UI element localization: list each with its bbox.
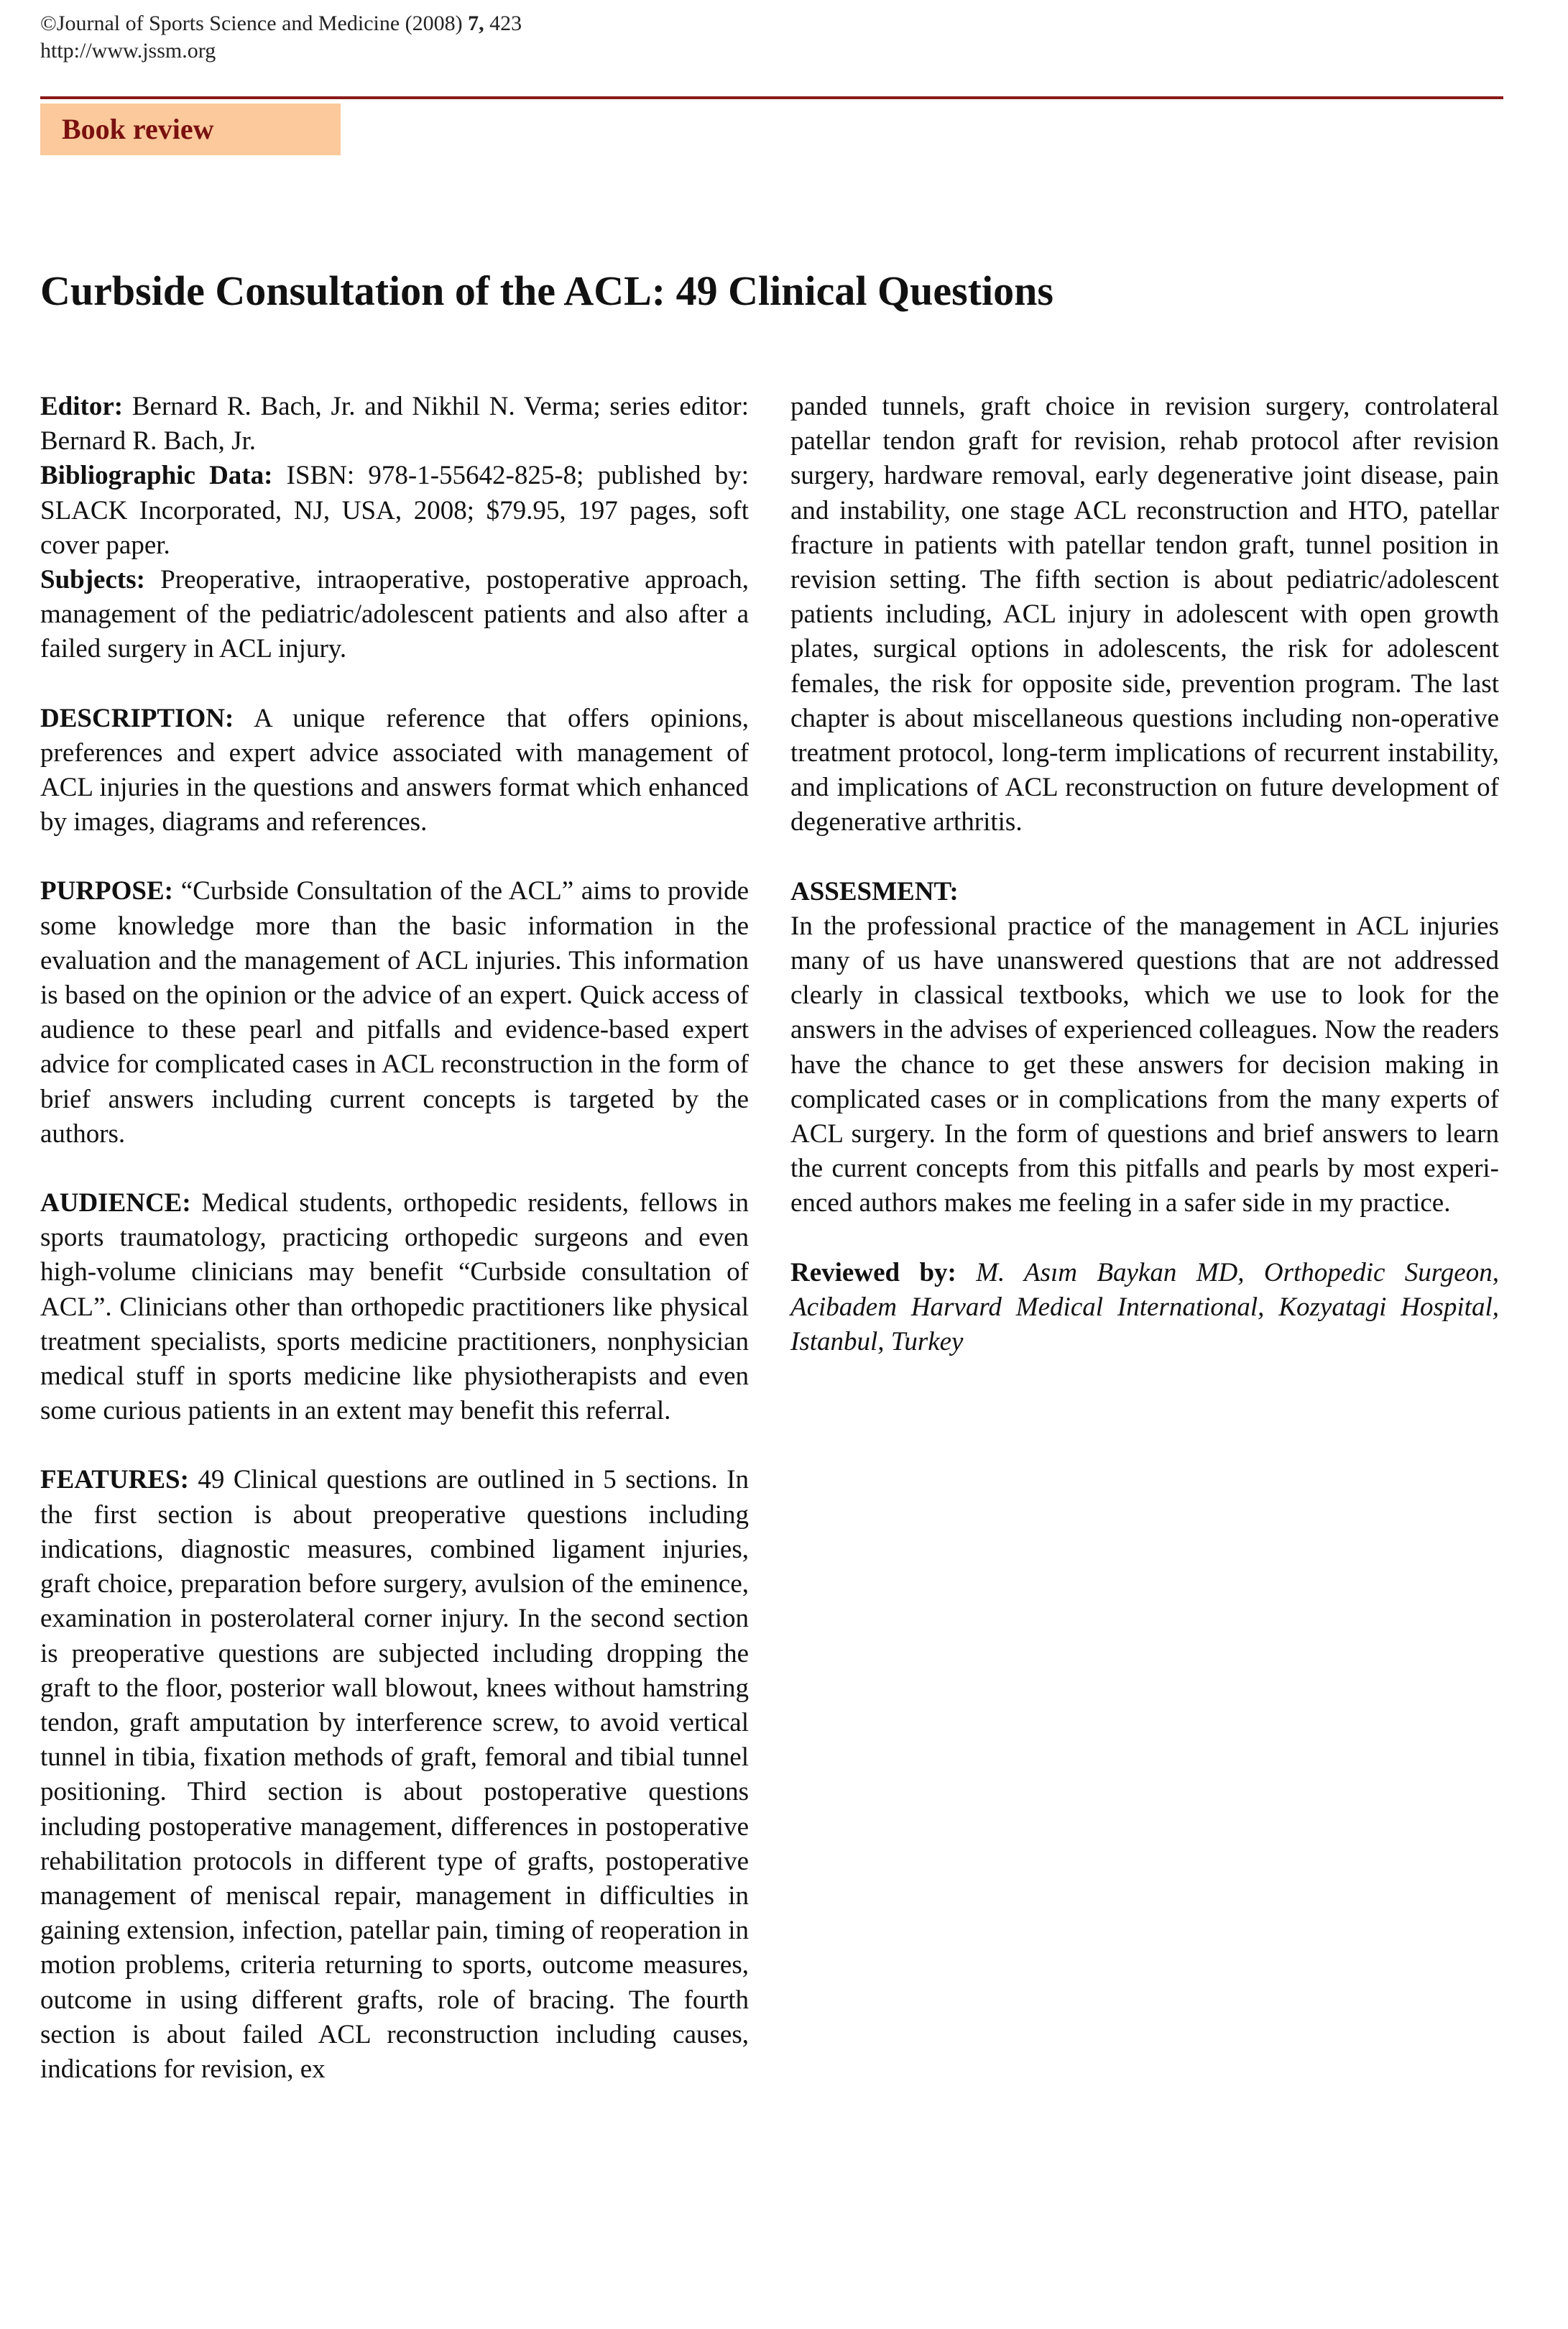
audience-label: AUDIENCE:	[40, 1188, 191, 1218]
section-badge: Book review	[40, 104, 341, 155]
bibliographic-label: Bibliographic Data:	[40, 461, 273, 491]
editor-label: Editor:	[40, 392, 124, 421]
journal-url[interactable]: http://www.jssm.org	[40, 39, 216, 63]
features-continued-paragraph: panded tunnels, graft choice in revision surgery, controlateral patellar tendon graft for revision, rehab protocol after revision surgery, hardware removal, early degenerative joint disease, pain and instability, one stage ACL reconstruction and HTO, patellar fracture in patients with patellar tendon graft, tunnel position in revision setting. The fifth section is about pediatric/adolescent patients including, ACL injury in adolescent with open growth plates, surgical options in adolescents, the risk for adolescent females, the risk for opposite side, prevention program. The last chapter is about miscellaneous questions including non-operative treatment protocol, long-term implications of recurrent instability, and implications of ACL reconstruction on future development of degenerative arthritis.	[790, 392, 1499, 837]
header-divider	[40, 96, 1503, 99]
journal-header	[40, 10, 522, 65]
purpose-label: PURPOSE:	[40, 876, 173, 906]
reviewer-label: Reviewed by:	[790, 1257, 956, 1287]
right-column	[790, 390, 1499, 1359]
subjects-paragraph: Subjects: Preoperative, intraoperative, postoperative approach, management of the pediatric/adolescent patients and also after a failed surgery in ACL injury.	[40, 565, 749, 664]
assessment-paragraph: In the professional practice of the management in ACL injuries many of us have unanswered questions that are not addressed clearly in classical textbooks, which we use to look for the answers in the advises of experienced colleagues. Now the readers have the chance to get these answers for decision making in complicated cases or in complications from the many experts of ACL surgery. In the form of questions and brief answers to learn the current concepts from this pitfalls and pearls by most experienced authors makes me feeling in a safer side in my practice.	[790, 911, 1499, 1218]
features-paragraph: FEATURES: 49 Clinical questions are outlined in 5 sections. In the first section is about preoperative questions including indications, diagnostic measures, combined ligament injuries, graft choice, preparation before surgery, avulsion of the eminence, examination in posterolateral corner injury. In the second section is preoperative questions are subjected including dropping the graft to the floor, posterior wall blowout, knees without hamstring tendon, graft amputation by interference screw, to avoid vertical tunnel in tibia, fixation methods of graft, femoral and tibial tunnel positioning. Third section is about postoperative questions including postoperative management, differences in postoperative rehabilitation protocols in different type of grafts, postoperative management of meniscal repair, management in difficulties in gaining extension, infection, patellar pain, timing of reoperation in motion problems, criteria returning to sports, outcome measures, outcome in using different grafts, role of bracing. The fourth section is about failed ACL reconstruction including causes, indications for revision, ex	[40, 1465, 749, 2084]
reviewer-paragraph	[790, 1256, 1499, 1360]
subjects-label: Subjects:	[40, 565, 145, 595]
features-label: FEATURES:	[40, 1465, 189, 1495]
reviewer-details: M. Asım Baykan MD, Orthopedic Surgeon, Acibadem Harvard Medical International, Kozyatagi Hospital, Istanbul, Turkey	[790, 1257, 1499, 1357]
article-title: Curbside Consultation of the ACL: 49 Clinical Questions	[40, 267, 1053, 314]
purpose-paragraph: PURPOSE: “Curbside Consultation of the ACL” aims to provide some knowledge more than the basic information in the evaluation and the management of ACL injuries. This information is based on the opinion or the advice of an expert. Quick access of audience to these pearl and pitfalls and evidence-based expert advice for complicated cases in ACL reconstruction in the form of brief answers including current concepts is targeted by the authors.	[40, 876, 749, 1149]
journal-volume: 7,	[468, 12, 484, 35]
audience-paragraph: AUDIENCE: Medical students, orthopedic residents, fellows in sports traumatology, practicing orthopedic surgeons and even high-volume clinicians may benefit “Curbside consultation of ACL”. Clinicians other than orthopedic practitioners like physical treatment specialists, sports medicine practitioners, nonphysician medical stuff in sports medicine like physiotherapists and even some curious patients in an extent may benefit this referral.	[40, 1188, 749, 1426]
left-column	[40, 390, 749, 2087]
journal-citation: ©Journal of Sports Science and Medicine (2008) 7, 423	[40, 12, 522, 35]
assessment-heading: ASSESMENT:	[790, 876, 959, 906]
description-paragraph: DESCRIPTION: A unique reference that offers opinions, preferences and expert advice associated with management of ACL injuries in the questions and answers format which enhanced by images, diagrams and references.	[40, 703, 749, 837]
description-label: DESCRIPTION:	[40, 703, 234, 733]
bibliographic-paragraph: Bibliographic Data: ISBN: 978-1-55642-825-8; published by: SLACK Incorporated, NJ, USA, 2008; $79.95, 197 pages, soft cover paper.	[40, 461, 749, 560]
editor-paragraph: Editor: Bernard R. Bach, Jr. and Nikhil N. Verma; series editor: Bernard R. Bach, Jr.	[40, 392, 749, 456]
